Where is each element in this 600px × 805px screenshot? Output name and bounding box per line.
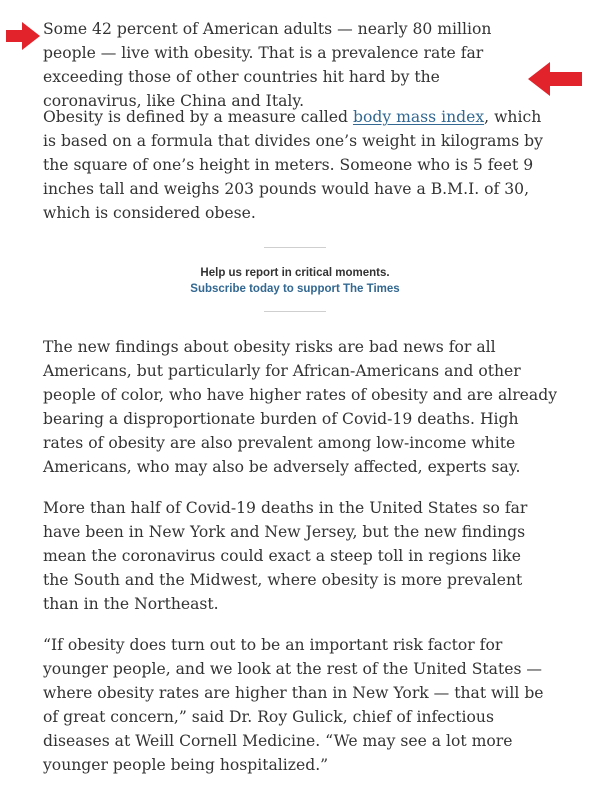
paragraph-text: Obesity is defined by a measure called bbox=[43, 108, 353, 126]
article-paragraph: Some 42 percent of American adults — nearly 80 million people — live with obesity. That is a prevalence rate far exceeding those of other countries hit hard by the coronavirus, like China and Italy. bbox=[43, 20, 492, 110]
paragraph-text: , which is based on a formula that divides one’s weight in kilograms by the square of one’s height in meters. Someone who is 5 feet 9 inches tall and weighs 203 pounds would have a B.M.I. of 30, which is considered obese. bbox=[43, 108, 543, 222]
red-arrow-right-icon bbox=[6, 22, 40, 50]
article-paragraph: “If obesity does turn out to be an important risk factor for younger people, and we look at the rest of the United States — where obesity rates are higher than in New York — that will be of great concern,” said Dr. Roy Gulick, chief of infectious diseases at Weill Cornell Medicine. “We may see a lot more younger people being hospitalized.” bbox=[43, 636, 544, 774]
divider bbox=[264, 311, 326, 312]
body-mass-index-link[interactable]: body mass index bbox=[352, 108, 485, 126]
subscribe-link[interactable]: Subscribe today to support The Times bbox=[190, 283, 400, 295]
subscription-promo bbox=[150, 247, 440, 312]
article-paragraph: More than half of Covid-19 deaths in the United States so far have been in New York and New Jersey, but the new findings mean the coronavirus could exact a steep toll in regions like the South and the Midwest, where obesity is more prevalent than in the Northeast. bbox=[43, 499, 528, 613]
article-paragraph: The new findings about obesity risks are bad news for all Americans, but particularly for African-Americans and other people of color, who have higher rates of obesity and are already bearing a disproportionate burden of Covid-19 deaths. High rates of obesity are also prevalent among low-income white Americans, who may also be adversely affected, experts say. bbox=[43, 338, 557, 476]
divider bbox=[264, 247, 326, 248]
promo-heading: Help us report in critical moments. bbox=[200, 267, 390, 279]
article-paragraph bbox=[43, 105, 543, 225]
